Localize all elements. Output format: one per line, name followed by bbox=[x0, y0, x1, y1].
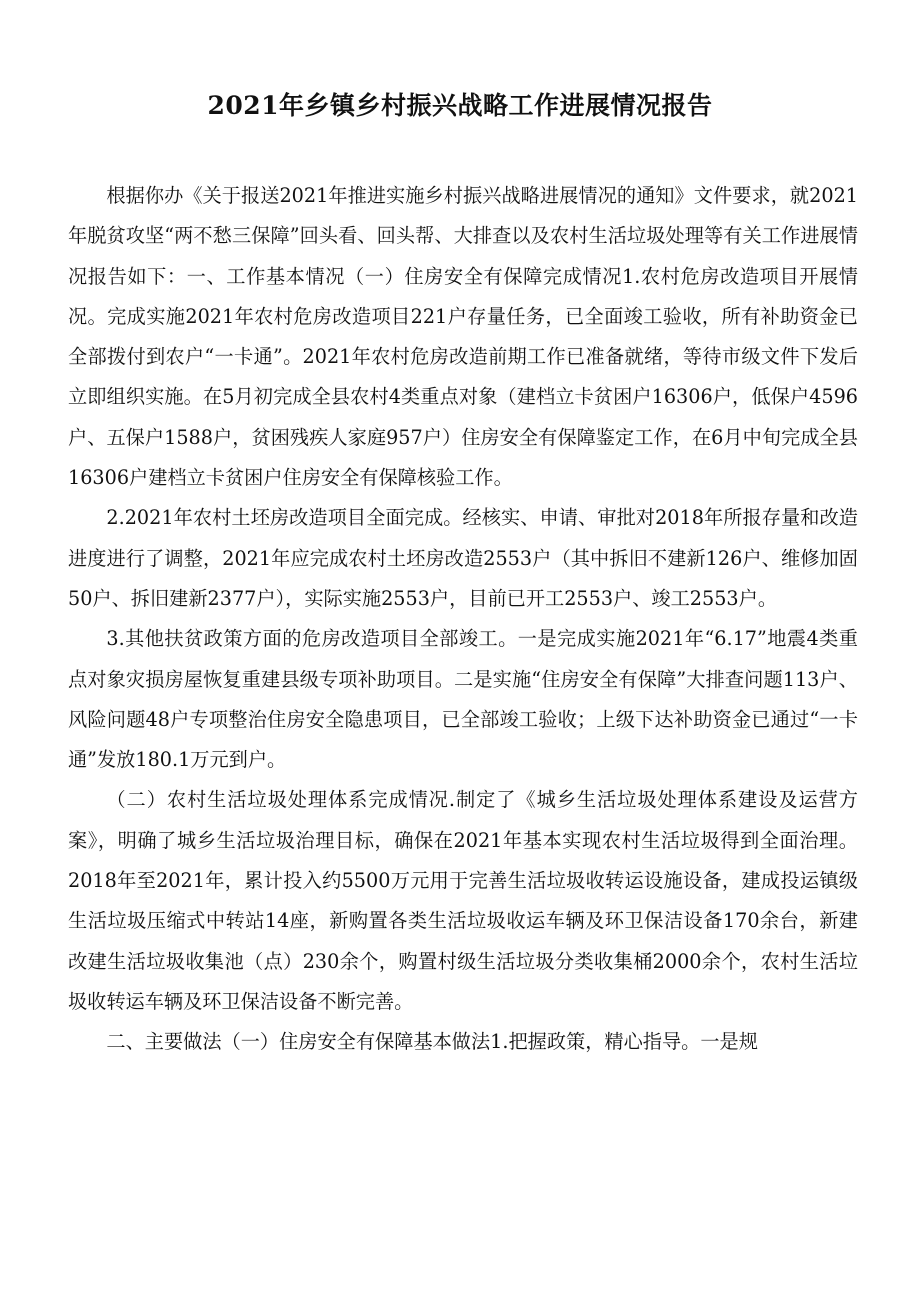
document-title: 2021年乡镇乡村振兴战略工作进展情况报告 bbox=[207, 91, 713, 120]
paragraph-adobe-house-renovation: 2.2021年农村土坯房改造项目全面完成。经核实、申请、审批对2018年所报存量和改造进度进行了调整，2021年应完成农村土坯房改造2553户（其中拆旧不建新126户、维修加固50户、拆旧建新2377户），实际实施2553户，目前已开工2553户、竣工2553户。 bbox=[68, 506, 858, 610]
paragraph-work-overview: 根据你办《关于报送2021年推进实施乡村振兴战略进展情况的通知》文件要求，就2021年脱贫攻坚“两不愁三保障”回头看、回头帮、大排查以及农村生活垃圾处理等有关工作进展情况报告如下：一、工作基本情况（一）住房安全有保障完成情况1.农村危房改造项目开展情况。完成实施2021年农村危房改造项目221户存量任务，已全面竣工验收，所有补助资金已全部拨付到农户“一卡通”。2021年农村危房改造前期工作已准备就绪，等待市级文件下发后立即组织实施。在5月初完成全县农村4类重点对象（建档立卡贫困户16306户，低保户4596户、五保户1588户，贫困残疾人家庭957户）住房安全有保障鉴定工作，在6月中旬完成全县16306户建档立卡贫困户住房安全有保障核验工作。 bbox=[68, 184, 858, 490]
paragraph-other-poverty-policies: 3.其他扶贫政策方面的危房改造项目全部竣工。一是完成实施2021年“6.17”地震4类重点对象灾损房屋恢复重建县级专项补助项目。二是实施“住房安全有保障”大排查问题113户、风险问题48户专项整治住房安全隐患项目，已全部竣工验收；上级下达补助资金已通过“一卡通”发放180.1万元到户。 bbox=[68, 627, 858, 772]
paragraph-rural-garbage-system: （二）农村生活垃圾处理体系完成情况.制定了《城乡生活垃圾处理体系建设及运营方案》，明确了城乡生活垃圾治理目标，确保在2021年基本实现农村生活垃圾得到全面治理。2018年至2021年，累计投入约5500万元用于完善生活垃圾收转运设施设备，建成投运镇级生活垃圾压缩式中转站14座，新购置各类生活垃圾收运车辆及环卫保洁设备170余台，新建改建生活垃圾收集池（点）230余个，购置村级生活垃圾分类收集桶2000余个，农村生活垃圾收转运车辆及环卫保洁设备不断完善。 bbox=[68, 788, 858, 1013]
paragraph-main-practices: 二、主要做法（一）住房安全有保障基本做法1.把握政策，精心指导。一是规 bbox=[106, 1030, 758, 1054]
document-body bbox=[68, 176, 858, 1063]
